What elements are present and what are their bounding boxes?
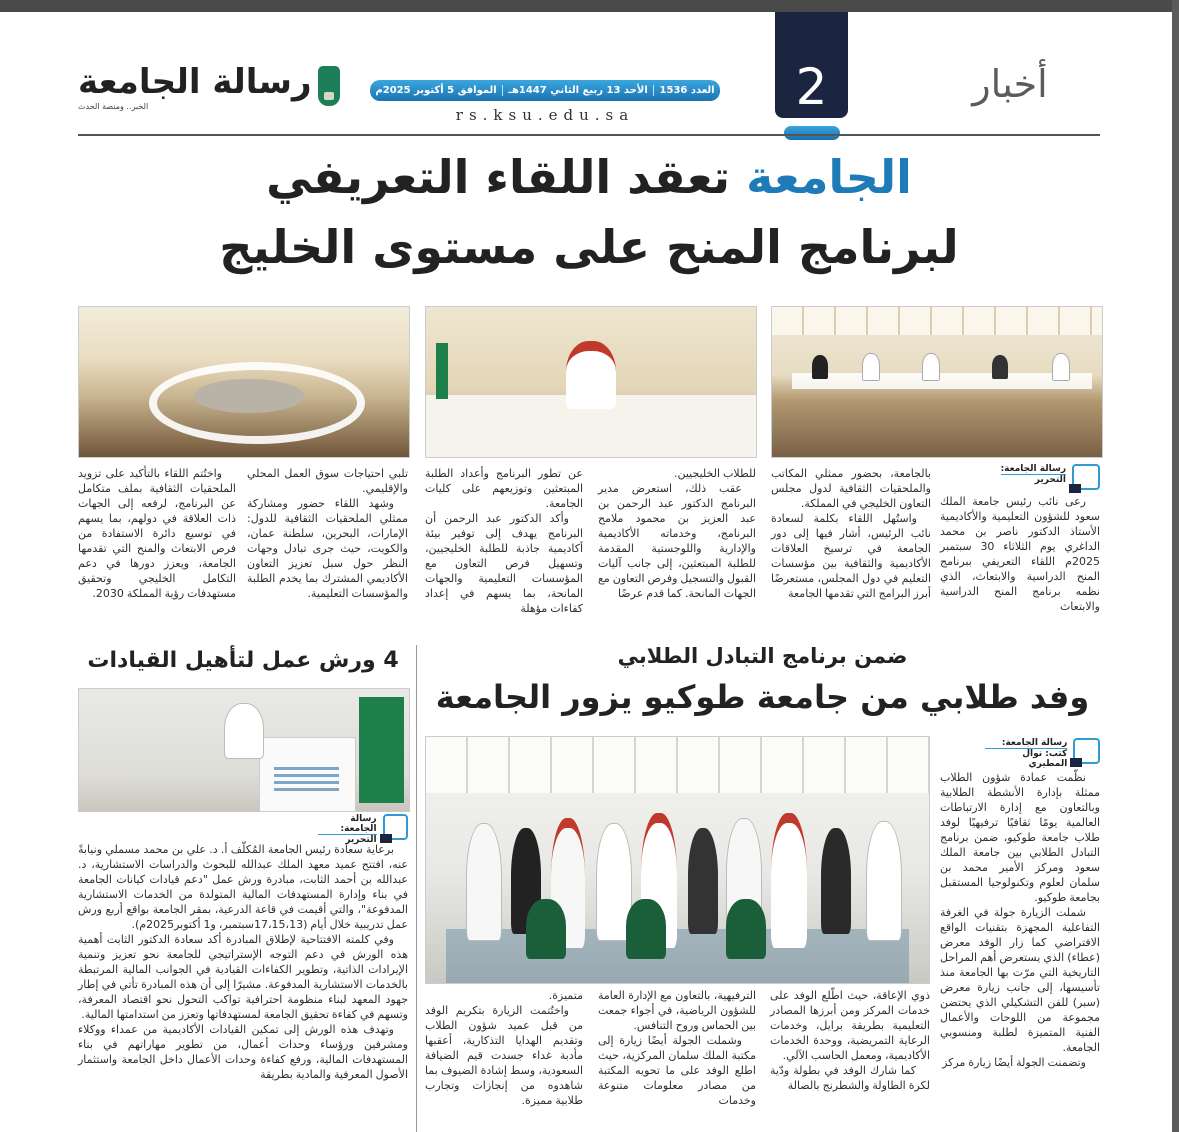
hijri-date: الأحد 13 ربيع الثاني 1447هـ	[502, 85, 653, 96]
article1-photo-1	[771, 306, 1103, 458]
paragraph: وأكد الدكتور عبد الرحمن أن البرنامج يهدف إلى توفير بيئة أكاديمية جاذبة للطلبة الخليجيين، وتسهيل فرص التعاون مع المؤسسات التعليمية والجهات المانحة، بما يسهم في إعداد كفاءات مؤهلة	[425, 512, 583, 615]
headline-rest: تعقد اللقاء التعريفي	[266, 150, 731, 204]
article2-headline: وفد طلابي من جامعة طوكيو يزور الجامعة	[435, 678, 1090, 716]
page-number-pill	[784, 126, 840, 140]
gregorian-date: الموافق 5 أكتوبر 2025م	[375, 85, 497, 96]
article1-column-6	[78, 466, 236, 601]
paragraph: عقب ذلك، استعرض مدير البرنامج الدكتور عبد الرحمن بن عبد العزيز بن محمود ملامح البرنامج، وخدماته الأكاديمية والإدارية واللوجستية المقدمة للطلبة المبتعثين، إلى جانب آليات القبول والتسجيل وفرص التعاون مع الجهات المانحة. كما قدم عرضًا	[597, 482, 756, 600]
article2-bottom-column-3	[425, 988, 583, 1108]
byline-author: كتب: نوال المطيري	[1022, 749, 1068, 769]
article1-column-3	[598, 466, 756, 601]
paragraph: وشملت الجولة أيضًا زيارة إلى مكتبة الملك سلمان المركزية، حيث اطلع الوفد على ما تحويه المكتبة من مصادر معلومات متنوعة وخدمات	[598, 1034, 756, 1107]
paragraph: تلبي احتياجات سوق العمل المحلي والإقليمي.	[247, 467, 408, 495]
article2-bottom-column-1	[770, 988, 930, 1093]
article3-byline	[318, 814, 408, 845]
article1-byline	[1000, 464, 1100, 490]
article3-photo	[78, 688, 410, 812]
article2-kicker: ضمن برنامج التبادل الطلابي	[617, 644, 908, 668]
speech-bubble-icon	[383, 814, 408, 840]
headline-highlight: الجامعة	[746, 150, 912, 204]
paragraph: الترفيهية، بالتعاون مع الإدارة العامة للشؤون الرياضية، في أجواء جمعت بين الحماس وروح التنافس.	[598, 989, 756, 1032]
scrollbar[interactable]	[1172, 0, 1179, 1132]
article3-body	[78, 842, 408, 1082]
byline-source: رسالة الجامعة:	[1000, 464, 1066, 474]
paragraph: وشهد اللقاء حضور ومشاركة ممثلي الملحقيات الثقافية للدول: الإمارات، البحرين، سلطنة عمان، والكويت، حيث جرى تبادل وجهات النظر حول سبل تعزيز التعاون الأكاديمي المشترك بما يخدم الطلبة والمؤسسات التعليمية.	[247, 497, 408, 600]
article1-column-5	[247, 466, 408, 601]
paragraph: واختُتمت الزيارة بتكريم الوفد من قبل عميد شؤون الطلاب وتقديم الهدايا التذكارية، أعقبها مأدبة غداء جسدت قيم الضيافة السعودية، وسط إشادة الضيوف بما شاهدوه من إنجازات وتجارب طلابية مميزة.	[425, 1004, 583, 1107]
byline-author: التحرير	[1034, 475, 1066, 485]
paragraph: كما شارك الوفد في بطولة ودّية لكرة الطاولة والشطرنج بالصالة	[770, 1064, 930, 1092]
article1-photo-3	[78, 306, 410, 458]
paragraph: وتضمنت الجولة أيضًا زيارة مركز	[942, 1056, 1086, 1069]
paragraph: واختُتم اللقاء بالتأكيد على تزويد الملحقيات الثقافية بملف متكامل عن البرنامج، لرفعه إلى الجهات ذات العلاقة في دولهم، بما يسهم في توسيع دائرة الاستفادة من فرص الابتعاث والمنح التي تقدمها الجامعة، ويعزز دورها في دعم التكامل الخليجي وتحقيق مستهدفات رؤية المملكة 2030.	[78, 467, 236, 600]
ksu-emblem-icon	[318, 66, 340, 106]
article1-photo-2	[425, 306, 757, 458]
paragraph: وفي كلمته الافتتاحية لإطلاق المبادرة أكد سعادة الدكتور الثابت أهمية هذه الورش في دعم التوجه الإستراتيجي للجامعة نحو تعزيز وتنمية الإيرادات الذاتية، وتطوير الكفاءات القيادية في الجوانب المالية المرتبطة بالخدمات الاستشارية المدفوعة. مشيرًا إلى أن هذه المبادرة تأتي في إطار جهود المعهد لبناء منظومة احترافية تواكب التحول نحو اقتصاد المعرفة، وتسهم في كفاءة تحقيق الجامعة لمستهدفاتها وتعزز من استدامتها المالية.	[78, 933, 408, 1021]
paragraph: شملت الزيارة جولة في الغرفة التفاعلية المجهزة بتقنيات الواقع الافتراضي كما زار الوفد معرض (عطاء) الذي يستعرض أهم المراحل التاريخية التي مرّت بها الجامعة منذ تأسيسها، إلى جانب زيارة معرض (سبر) للفن التشكيلي الذي يحتضن مجموعة من اللوحات والأعمال الفنية المتميزة لطلبة ومنسوبي الجامعة.	[940, 906, 1100, 1054]
paragraph: رعى نائب رئيس جامعة الملك سعود للشؤون التعليمية والأكاديمية الأستاذ الدكتور ناصر بن محمد الداغري يوم الثلاثاء 30 سبتمبر 2025م اللقاء التعريفي ببرنامج المنح الدراسية والابتعاث، الذي نظمه برنامج المنح الدراسية والابتعاث	[940, 495, 1100, 613]
logo-title: رسالة الجامعة	[78, 62, 312, 102]
newspaper-logo	[78, 62, 343, 117]
paragraph: وتهدف هذه الورش إلى تمكين القيادات الأكاديمية من عمداء ووكلاء ومشرفين ورؤساء وحدات أعمال، من تطوير مهاراتهم في بناء المستهدفات المالية، ورفع كفاءة وحدات الأعمال داخل الجامعة واستثمار الأصول المعرفية والمادية بطريقة	[78, 1023, 408, 1081]
article1-headline	[78, 150, 1100, 204]
paragraph: بالجامعة، بحضور ممثلي المكاتب والملحقيات الثقافية لدول مجلس التعاون الخليجي في المملكة.	[771, 467, 931, 510]
article3-headline: 4 ورش عمل لتأهيل القيادات	[87, 648, 399, 673]
window-top-bar	[0, 0, 1179, 12]
byline-author: التحرير	[345, 835, 377, 845]
paragraph: متميزة.	[548, 989, 583, 1002]
paragraph: برعاية سعادة رئيس الجامعة المُكلّف أ. د. علي بن محمد مسملي ونيابةً عنه، افتتح عميد معهد الملك عبدالله للبحوث والدراسات الاستشارية، د. عبدالله بن أحمد الثابت، مبادرة ورش عمل "دعم قيادات كيانات الجامعة في بناء وإدارة المستهدفات المالية المتولدة من الخدمات الاستشارية المدفوعة"، والتي أقيمت في قاعة الدرعية، بمقر الجامعة بواقع أربع ورش عمل تدريبية خلال أيام (17،15،13سبتمبر، و1 أكتوبر2025م).	[78, 843, 408, 931]
page-number: 2	[775, 12, 848, 118]
byline-source: رسالة الجامعة:	[985, 738, 1067, 749]
byline-source: رسالة الجامعة:	[318, 814, 377, 835]
paragraph: للطلاب الخليجيين.	[673, 467, 756, 480]
article2-byline	[985, 738, 1100, 769]
article1-column-1	[940, 494, 1100, 614]
column-divider	[416, 645, 417, 1132]
speech-bubble-icon	[1072, 464, 1100, 490]
speech-bubble-icon	[1073, 738, 1100, 764]
article1-headline-line2: لبرنامج المنح على مستوى الخليج	[219, 220, 959, 274]
issue-number: العدد 1536	[653, 85, 720, 96]
paragraph: ذوي الإعاقة، حيث اطّلع الوفد على خدمات المركز ومن أبرزها المصادر التعليمية بطريقة برايل، وخدمات الرعاية التمريضية، ووحدة الخدمات الأكاديمية، ومعمل الحاسب الآلي.	[770, 989, 930, 1062]
logo-tagline: الخبر.. ومنصة الحدث	[78, 102, 149, 111]
article1-column-4	[425, 466, 583, 616]
website-url[interactable]: rs.ksu.edu.sa	[455, 106, 635, 124]
paragraph: واستُهل اللقاء بكلمة لسعادة نائب الرئيس، أشار فيها إلى دور الجامعة في ترسيخ العلاقات الأكاديمية والثقافية بين مؤسسات التعليم في دول المجلس، مستعرضًا أبرز البرامج التي تقدمها الجامعة	[771, 512, 931, 600]
header-divider	[78, 134, 1100, 136]
paragraph: نظّمت عمادة شؤون الطلاب ممثلة بإدارة الأنشطة الطلابية وبالتعاون مع إدارة الارتباطات العالمية يومًا ثقافيًا ترفيهيًا لوفد طلاب جامعة طوكيو، ضمن برنامج التبادل الطلابي بين جامعة الملك سعود ومركز الأمير محمد بن سلمان لعلوم وتكنولوجيا المستقبل بجامعة طوكيو.	[940, 771, 1100, 904]
article2-group-photo	[425, 736, 930, 984]
section-title: أخبار	[972, 62, 1048, 106]
issue-info-bar	[370, 80, 720, 101]
paragraph: عن تطور البرنامج وأعداد الطلبة المبتعثين وتوزيعهم على كليات الجامعة.	[425, 467, 583, 510]
article2-side-column	[940, 770, 1100, 1070]
article2-bottom-column-2	[598, 988, 756, 1108]
article1-column-2	[771, 466, 931, 601]
